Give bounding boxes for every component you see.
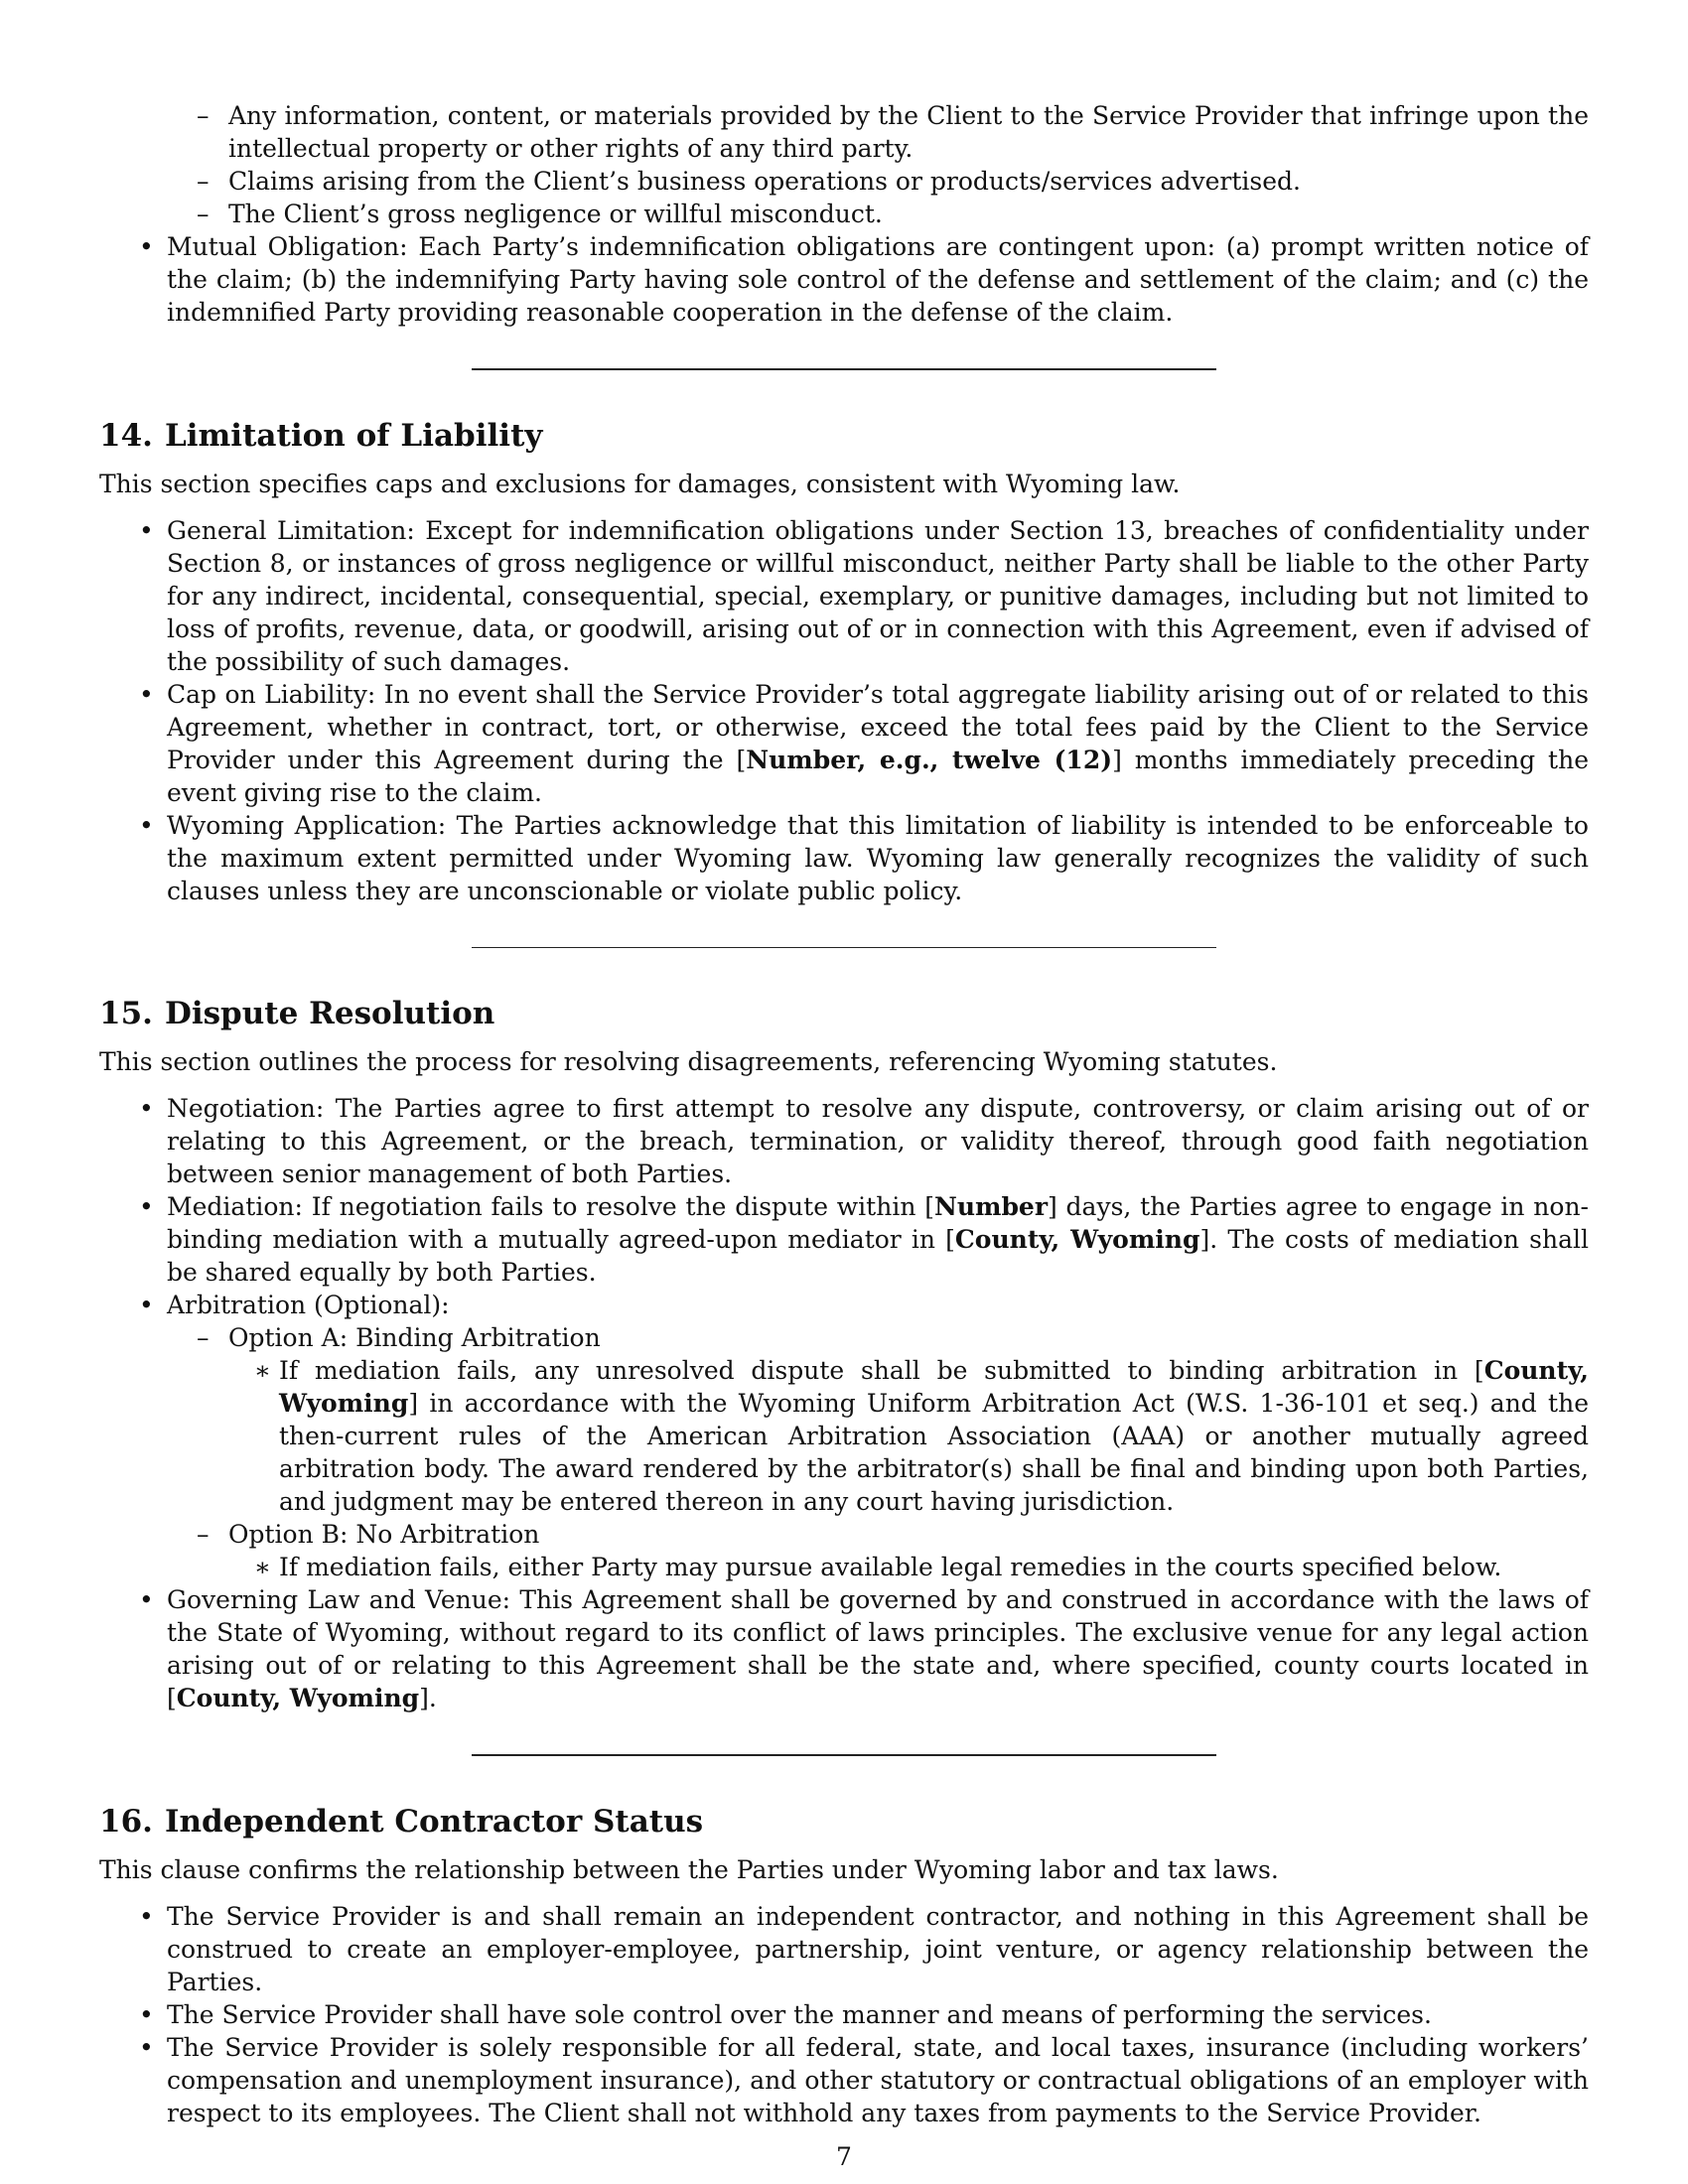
page-number: 7	[836, 2142, 852, 2171]
cap-on-liability-item: • Cap on Liability: In no event shall the Service Provider’s total aggregate liability arising out of or related to this Agreement, whether in contract, tort, or otherwise, exceed the total fees paid by the Client to the Service Provider under this Agreement during the [Number, e.g., twelve (12)] months immediately preceding the event giving rise to the claim.	[99, 678, 1589, 809]
list-item: – The Client’s gross negligence or willful misconduct.	[99, 198, 1589, 230]
wyoming-application-item: • Wyoming Application: The Parties acknowledge that this limitation of liability is intended to be enforceable to the maximum extent permitted under Wyoming law. Wyoming law generally recognizes the validity of such clauses unless they are unconscionable or violate public policy.	[99, 809, 1589, 907]
governing-law-item: • Governing Law and Venue: This Agreement shall be governed by and construed in accordance with the laws of the State of Wyoming, without regard to its conflict of laws principles. The exclusive venue for any legal action arising out of or relating to this Agreement shall be the state and, where specified, county courts located in [County, Wyoming].	[99, 1583, 1589, 1714]
option-a-detail: ∗ If mediation fails, any unresolved dispute shall be submitted to binding arbitration in [County, Wyoming] in accordance with the Wyoming Uniform Arbitration Act (W.S. 1-36-101 et seq.) and the then-current rules of the American Arbitration Association (AAA) or another mutually agreed arbitration body. The award rendered by the arbitrator(s) shall be final and binding upon both Parties, and judgment may be entered thereon in any court having jurisdiction.	[228, 1354, 1589, 1518]
option-a-item: – Option A: Binding Arbitration ∗ If mediation fails, any unresolved dispute shall be submitted to binding arbitration in [County, Wyoming] in accordance with the Wyoming Uniform Arbitration Act (W.S. 1-36-101 et seq.) and the then-current rules of the American Arbitration Association (AAA) or another mutually agreed arbitration body. The award rendered by the arbitrator(s) shall be final and binding upon both Parties, and judgment may be entered thereon in any court having jurisdiction.	[167, 1321, 1589, 1518]
list-item: • The Service Provider is solely responsible for all federal, state, and local taxes, insurance (including workers’ compensation and unemployment insurance), and other statutory or contractual obligations of an employer with respect to its employees. The Client shall not withhold any taxes from payments to the Service Provider.	[99, 2031, 1589, 2129]
arbitration-item: • Arbitration (Optional): – Option A: Binding Arbitration ∗ If mediation fails, any unresolved dispute shall be submitted to binding arbitration in [County, Wyoming] in accordance with the Wyoming Uniform Arbitration Act (W.S. 1-36-101 et seq.) and the then-current rules of the American Arbitration Association (AAA) or another mutually agreed arbitration body. The award rendered by the arbitrator(s) shall be final and binding upon both Parties, and judgment may be entered thereon in any court having jurisdiction. – Option B: No Arbitration ∗ If mediation fails, either Party may pursue available legal remedies in the courts specified below.	[99, 1289, 1589, 1583]
mediation-item: • Mediation: If negotiation fails to resolve the dispute within [Number] days, the Parties agree to engage in non-binding mediation with a mutually agreed-upon mediator in [County, Wyoming]. The costs of mediation shall be shared equally by both Parties.	[99, 1190, 1589, 1289]
section-16-intro: This clause confirms the relationship between the Parties under Wyoming labor and tax laws.	[99, 1855, 1279, 1884]
option-b-item: – Option B: No Arbitration ∗ If mediation fails, either Party may pursue available legal remedies in the courts specified below.	[167, 1518, 1589, 1583]
list-item: • The Service Provider shall have sole control over the manner and means of performing the services.	[99, 1998, 1589, 2031]
indemnification-list	[99, 230, 1589, 329]
option-b-detail: ∗ If mediation fails, either Party may pursue available legal remedies in the courts specified below.	[228, 1551, 1589, 1583]
section-14-list	[99, 514, 1589, 907]
section-15-list	[99, 1092, 1589, 1714]
list-item: • The Service Provider is and shall remain an independent contractor, and nothing in this Agreement shall be construed to create an employer-employee, partnership, joint venture, or agency relationship between the Parties.	[99, 1900, 1589, 1998]
negotiation-item: • Negotiation: The Parties agree to first attempt to resolve any dispute, controversy, or claim arising out of or relating to this Agreement, or the breach, termination, or validity thereof, through good faith negotiation between senior management of both Parties.	[99, 1092, 1589, 1190]
section-15-intro: This section outlines the process for resolving disagreements, referencing Wyoming statutes.	[99, 1047, 1278, 1076]
list-item: – Any information, content, or materials provided by the Client to the Service Provider that infringe upon the intellectual property or other rights of any third party.	[99, 99, 1589, 165]
mutual-obligation-item: • Mutual Obligation: Each Party’s indemnification obligations are contingent upon: (a) prompt written notice of the claim; (b) the indemnifying Party having sole control of the defense and settlement of the claim; and (c) the indemnified Party providing reasonable cooperation in the defense of the claim.	[99, 230, 1589, 329]
general-limitation-item: • General Limitation: Except for indemnification obligations under Section 13, breaches of confidentiality under Section 8, or instances of gross negligence or willful misconduct, neither Party shall be liable to the other Party for any indirect, incidental, consequential, special, exemplary, or punitive damages, including but not limited to loss of profits, revenue, data, or goodwill, arising out of or in connection with this Agreement, even if advised of the possibility of such damages.	[99, 514, 1589, 678]
section-16-heading: 16. Independent Contractor Status	[99, 1804, 704, 1840]
list-item: – Claims arising from the Client’s business operations or products/services advertised.	[99, 165, 1589, 198]
section-14-intro: This section specifies caps and exclusions for damages, consistent with Wyoming law.	[99, 470, 1181, 498]
indemnification-sublist	[99, 99, 1589, 230]
section-15-heading: 15. Dispute Resolution	[99, 996, 495, 1031]
section-16-list	[99, 1900, 1589, 2129]
section-14-heading: 14. Limitation of Liability	[99, 418, 543, 454]
document-page	[99, 99, 1589, 2129]
